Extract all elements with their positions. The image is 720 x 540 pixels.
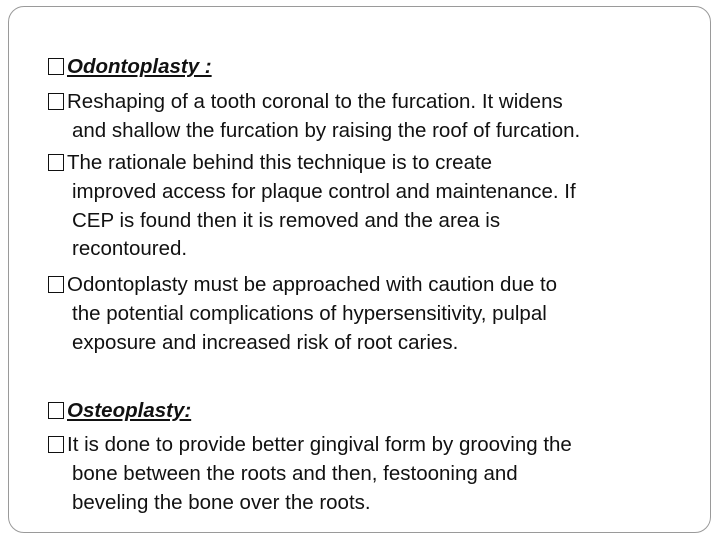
bullet-text-continued: bone between the roots and then, festooning and — [72, 462, 518, 485]
bullet-text: Odontoplasty must be approached with caution due to — [67, 273, 558, 296]
heading-osteoplasty-text: Osteoplasty: — [67, 399, 192, 422]
heading-odontoplasty-text: Odontoplasty : — [67, 55, 212, 78]
bullet-text: The rationale behind this technique is to create — [67, 151, 493, 174]
bullet-box-icon — [48, 154, 64, 171]
bullet-text: It is done to provide better gingival form by grooving the — [67, 433, 572, 456]
bullet-text-continued: exposure and increased risk of root caries. — [72, 331, 459, 354]
bullet-box-icon — [48, 276, 64, 293]
heading-osteoplasty — [48, 396, 191, 425]
bullet-text-continued: beveling the bone over the roots. — [72, 491, 371, 514]
bullet-text-continued: improved access for plaque control and maintenance. If — [72, 180, 576, 203]
bullet-box-icon — [48, 436, 64, 453]
heading-odontoplasty — [48, 52, 212, 81]
bullet-box-icon — [48, 402, 64, 419]
bullet-item — [48, 87, 563, 116]
bullet-text: Reshaping of a tooth coronal to the furcation. It widens — [67, 90, 563, 113]
bullet-item — [48, 430, 572, 459]
bullet-box-icon — [48, 93, 64, 110]
bullet-text-continued: CEP is found then it is removed and the area is — [72, 209, 501, 232]
bullet-box-icon — [48, 58, 64, 75]
bullet-text-continued: and shallow the furcation by raising the roof of furcation. — [72, 119, 581, 142]
bullet-text-continued: recontoured. — [72, 237, 188, 260]
bullet-item — [48, 148, 492, 177]
bullet-text-continued: the potential complications of hypersensitivity, pulpal — [72, 302, 547, 325]
bullet-item — [48, 270, 557, 299]
